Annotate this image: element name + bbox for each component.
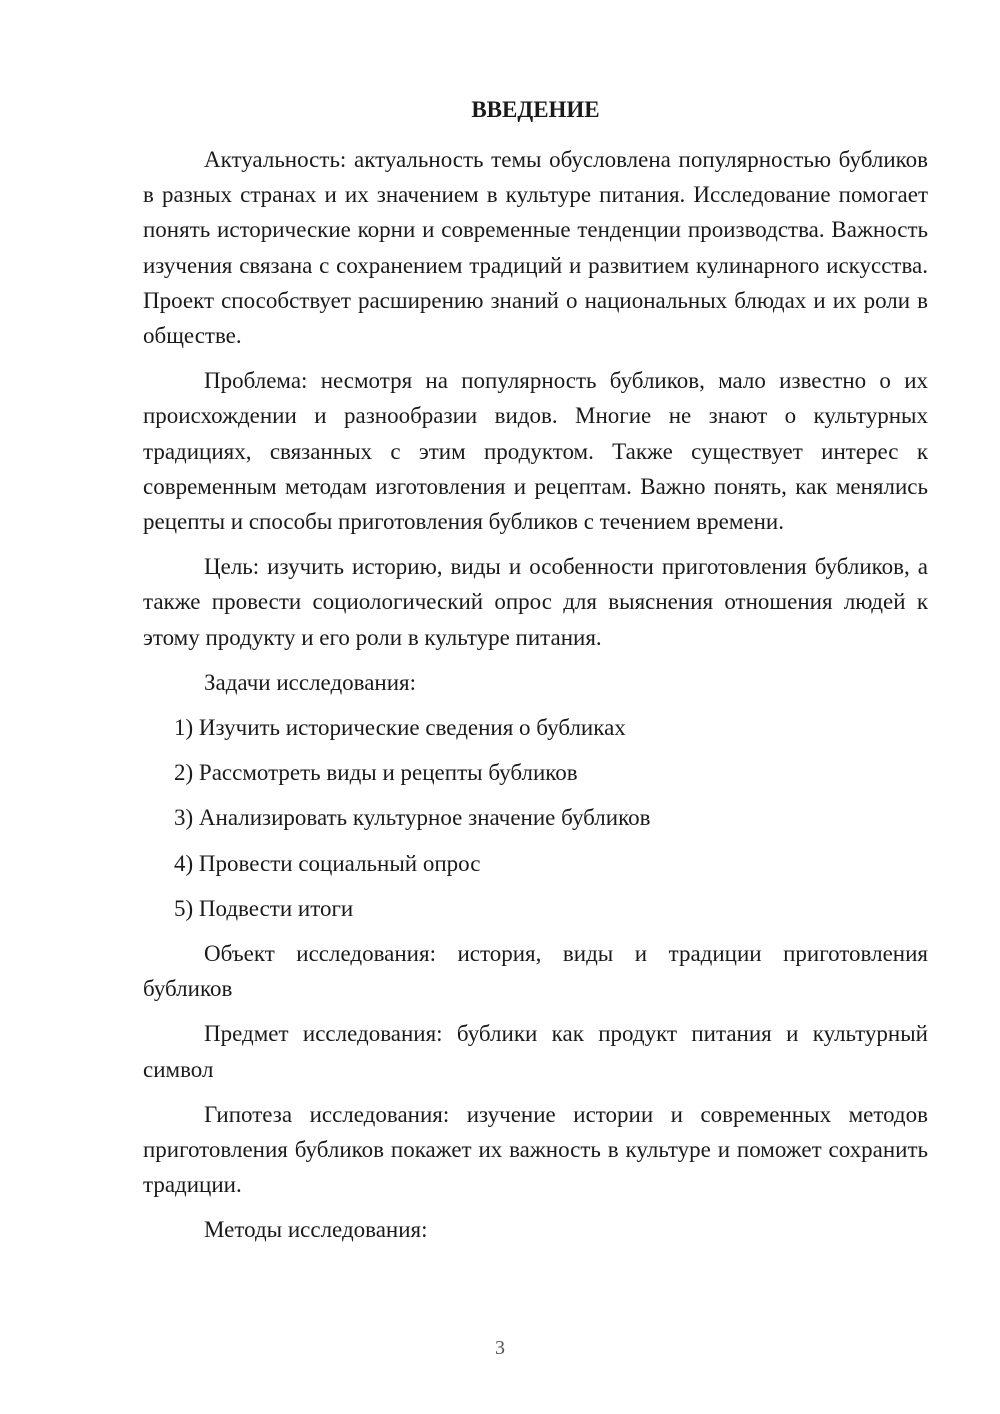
problem-paragraph: Проблема: несмотря на популярность бубликов, мало известно о их происхождении и разнообразии видов. Многие не знают о культурных традициях, связанных с этим продуктом. Также существует интерес к современным методам изготовления и рецептам. Важно понять, как менялись рецепты и способы приготовления бубликов с течением времени. bbox=[143, 368, 928, 535]
methods-heading: Методы исследования: bbox=[204, 1217, 428, 1243]
subject-paragraph: Предмет исследования: бублики как продукт питания и культурный символ bbox=[143, 1021, 928, 1082]
relevance-paragraph: Актуальность: актуальность темы обусловлена популярностью бубликов в разных странах и их значением в культуре питания. Исследование помогает понять исторические корни и современные тенденции производства. Важность изучения связана с сохранением традиций и развитием кулинарного искусства. Проект способствует расширению знаний о национальных блюдах и их роли в обществе. bbox=[143, 147, 928, 349]
document-body bbox=[143, 142, 928, 1258]
page-title: ВВЕДЕНИЕ bbox=[471, 97, 600, 122]
task-item-2: 2) Рассмотреть виды и рецепты бубликов bbox=[174, 760, 578, 786]
tasks-heading: Задачи исследования: bbox=[204, 669, 417, 695]
page-number: 3 bbox=[495, 1337, 505, 1359]
object-paragraph: Объект исследования: история, виды и традиции приготовления бубликов bbox=[143, 941, 928, 1002]
task-item-3: 3) Анализировать культурное значение бубликов bbox=[174, 805, 651, 831]
goal-paragraph: Цель: изучить историю, виды и особенности приготовления бубликов, а также провести социологический опрос для выяснения отношения людей к этому продукту и его роли в культуре питания. bbox=[143, 554, 928, 650]
task-item-4: 4) Провести социальный опрос bbox=[174, 850, 481, 876]
task-item-5: 5) Подвести итоги bbox=[174, 895, 354, 921]
hypothesis-paragraph: Гипотеза исследования: изучение истории и современных методов приготовления бубликов покажет их важность в культуре и поможет сохранить традиции. bbox=[143, 1101, 928, 1198]
task-item-1: 1) Изучить исторические сведения о бубликах bbox=[174, 715, 626, 741]
